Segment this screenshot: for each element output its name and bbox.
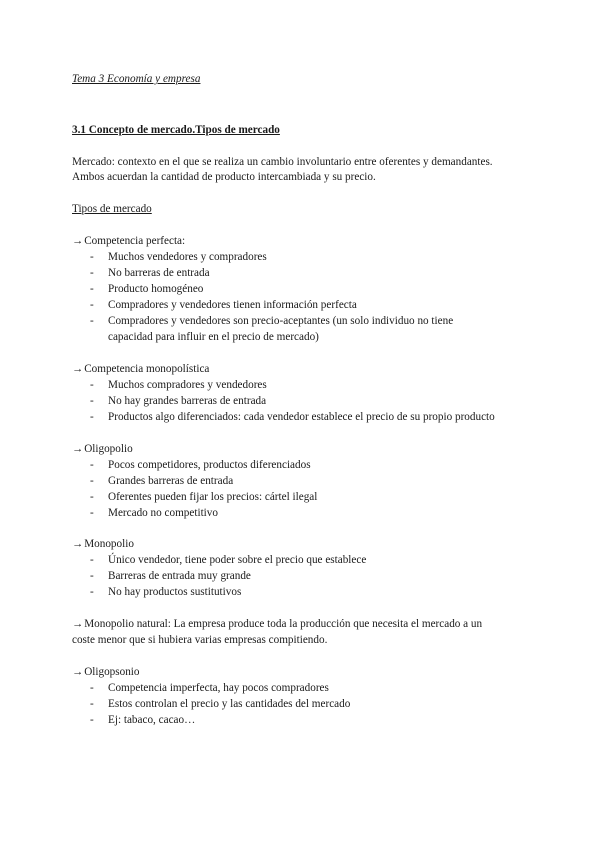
bullet-marker: - bbox=[90, 411, 94, 423]
bullet-marker: - bbox=[90, 698, 94, 710]
intro-line-2: Ambos acuerdan la cantidad de producto intercambiada y su precio. bbox=[72, 171, 376, 183]
arrow-icon: → bbox=[72, 363, 84, 375]
bullet-marker: - bbox=[90, 554, 94, 566]
list-item-continuation: capacidad para influir en el precio de mercado) bbox=[108, 331, 319, 343]
section-label-competencia-monopolistica: →Competencia monopolística bbox=[72, 363, 210, 375]
list-item: Muchos vendedores y compradores bbox=[108, 251, 267, 263]
list-item: Pocos competidores, productos diferenciados bbox=[108, 459, 311, 471]
arrow-icon: → bbox=[72, 666, 84, 678]
bullet-marker: - bbox=[90, 283, 94, 295]
section-label-competencia-perfecta: →Competencia perfecta: bbox=[72, 235, 186, 247]
bullet-marker: - bbox=[90, 267, 94, 279]
list-item: No barreras de entrada bbox=[108, 267, 210, 279]
subheading: Tipos de mercado bbox=[72, 203, 152, 215]
list-item: Único vendedor, tiene poder sobre el precio que establece bbox=[108, 554, 367, 566]
list-item: No hay productos sustitutivos bbox=[108, 586, 242, 598]
bullet-marker: - bbox=[90, 251, 94, 263]
bullet-marker: - bbox=[90, 475, 94, 487]
bullet-marker: - bbox=[90, 682, 94, 694]
bullet-marker: - bbox=[90, 299, 94, 311]
bullet-marker: - bbox=[90, 395, 94, 407]
section-label-oligopolio: →Oligopolio bbox=[72, 443, 133, 455]
section-label-oligopsonio: →Oligopsonio bbox=[72, 666, 140, 678]
bullet-marker: - bbox=[90, 379, 94, 391]
list-item: Producto homogéneo bbox=[108, 283, 204, 295]
list-item: No hay grandes barreras de entrada bbox=[108, 395, 267, 407]
bullet-marker: - bbox=[90, 507, 94, 519]
arrow-icon: → bbox=[72, 235, 84, 247]
list-item: Estos controlan el precio y las cantidades del mercado bbox=[108, 698, 351, 710]
bullet-marker: - bbox=[90, 491, 94, 503]
list-item: Compradores y vendedores tienen información perfecta bbox=[108, 299, 357, 311]
arrow-icon: → bbox=[72, 618, 84, 630]
intro-line-1: Mercado: contexto en el que se realiza un cambio involuntario entre oferentes y demandantes. bbox=[72, 156, 493, 168]
list-item: Barreras de entrada muy grande bbox=[108, 570, 251, 582]
bullet-marker: - bbox=[90, 714, 94, 726]
bullet-marker: - bbox=[90, 459, 94, 471]
bullet-marker: - bbox=[90, 570, 94, 582]
list-item: Compradores y vendedores son precio-aceptantes (un solo individuo no tiene bbox=[108, 315, 454, 327]
document-title: Tema 3 Economía y empresa bbox=[72, 73, 201, 85]
list-item: Oferentes pueden fijar los precios: cártel ilegal bbox=[108, 491, 318, 503]
arrow-icon: → bbox=[72, 538, 84, 550]
paragraph-continuation: coste menor que si hubiera varias empresas compitiendo. bbox=[72, 634, 328, 646]
arrow-icon: → bbox=[72, 443, 84, 455]
list-item: Ej: tabaco, cacao… bbox=[108, 714, 196, 726]
section-label-monopolio-natural: →Monopolio natural: La empresa produce toda la producción que necesita el mercado a un bbox=[72, 618, 483, 630]
list-item: Competencia imperfecta, hay pocos compradores bbox=[108, 682, 329, 694]
list-item: Grandes barreras de entrada bbox=[108, 475, 234, 487]
bullet-marker: - bbox=[90, 586, 94, 598]
list-item: Productos algo diferenciados: cada vendedor establece el precio de su propio producto bbox=[108, 411, 495, 423]
list-item: Muchos compradores y vendedores bbox=[108, 379, 267, 391]
section-label-monopolio: →Monopolio bbox=[72, 538, 134, 550]
list-item: Mercado no competitivo bbox=[108, 507, 218, 519]
bullet-marker: - bbox=[90, 315, 94, 327]
section-heading: 3.1 Concepto de mercado.Tipos de mercado bbox=[72, 124, 280, 136]
